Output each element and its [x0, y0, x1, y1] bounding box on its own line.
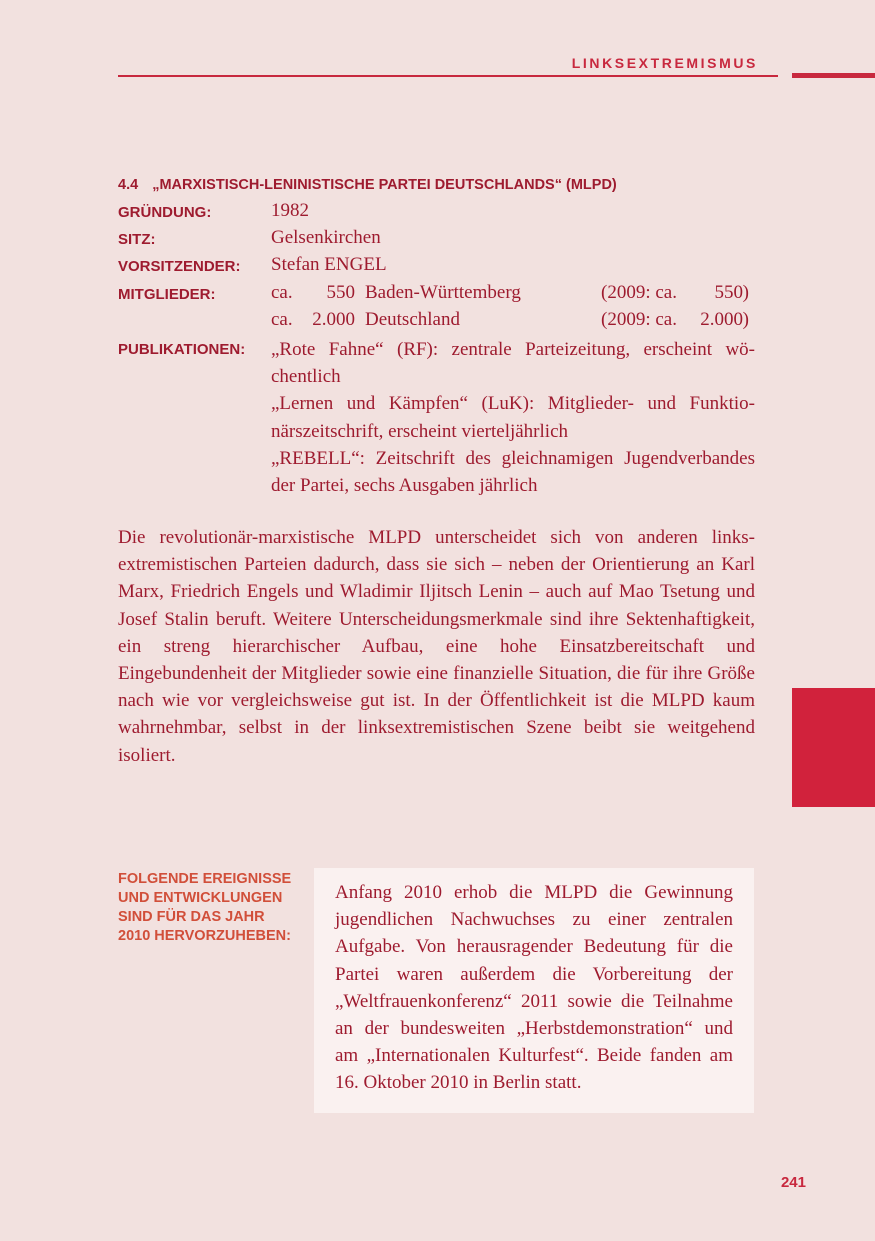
seat-label: SITZ: [118, 231, 156, 248]
members-prefix: ca. [271, 309, 293, 330]
page-number: 241 [780, 1174, 806, 1191]
section-heading [118, 177, 617, 193]
publications-label: PUBLIKATIONEN: [118, 341, 246, 358]
members-prev-label: (2009: ca. [601, 282, 677, 303]
members-prev-close: ) [742, 309, 749, 330]
seat-value: Gelsenkirchen [271, 227, 381, 248]
members-count: 2.000 [312, 309, 355, 330]
members-prev-label: (2009: ca. [601, 309, 677, 330]
chapter-tab-marker [792, 688, 875, 807]
members-count: 550 [326, 282, 355, 303]
members-prev-close: ) [742, 282, 749, 303]
publication-item: „Rote Fahne“ (RF): zentrale Parteizeitung, erscheint wöchentlich [271, 339, 755, 388]
margin-heading: FOLGENDE EREIGNISSE UND ENTWICKLUNGEN SIND FÜR DAS JAHR 2010 HERVORZUHEBEN: [118, 871, 292, 944]
members-row-de [271, 309, 755, 336]
chair-value: Stefan ENGEL [271, 254, 387, 275]
members-prev-count: 2.000 [700, 309, 743, 330]
publication-item: „Lernen und Kämpfen“ (LuK): Mitglieder- und Funktionärszeitschrift, erscheint vierteljährlich [271, 393, 755, 442]
members-label: MITGLIEDER: [118, 286, 216, 303]
members-prev-count: 550 [714, 282, 743, 303]
body-paragraph: Die revolutionär-marxistische MLPD unterscheidet sich von anderen linksextremistischen Parteien dadurch, dass sie sich – neben der Orientierung an Karl Marx, Friedrich Engels und Wladimir Iljitsch Lenin – auch auf Mao Tsetung und Josef Stalin beruft. Weitere Unterscheidungsmerkmale sind ihre Sektenhaftigkeit, ein streng hierarchischer Aufbau, eine hohe Einsatzbereitschaft und Eingebundenheit der Mitglieder sowie eine finanzielle Situation, die für ihre Größe nach wie vor vergleichsweise gut ist. In der Öffentlichkeit ist die MLPD kaum wahrnehmbar, selbst in der linksextremistischen Szene beibt sie weitgehend isoliert. [118, 527, 755, 766]
members-region: Deutschland [365, 309, 460, 330]
section-title: „MARXISTISCH-LENINISTISCHE PARTEI DEUTSCHLANDS“ (MLPD) [152, 177, 617, 193]
members-row-bw [271, 282, 755, 309]
publication-item: „REBELL“: Zeitschrift des gleichnamigen Jugendverbandes der Partei, sechs Ausgaben jährlich [271, 447, 755, 497]
highlight-box [314, 868, 754, 1113]
header-rule [118, 75, 778, 77]
highlight-box-text: Anfang 2010 erhob die MLPD die Gewinnung jugendlichen Nachwuchses zu einer zentralen Aufgabe. Von herausragender Bedeutung für die Partei waren außerdem die Vorbereitung der „Weltfrauenkonferenz“ 2011 sowie die Teilnahme an der bundesweiten „Herbstdemonstration“ und am „Internationalen Kulturfest“. Beide fanden am 16. Oktober 2010 in Berlin statt. [335, 882, 733, 1094]
members-prefix: ca. [271, 282, 293, 303]
chair-label: VORSITZENDER: [118, 258, 241, 275]
members-region: Baden-Württemberg [365, 282, 521, 303]
founding-label: GRÜNDUNG: [118, 204, 212, 221]
header-rule-accent [792, 73, 875, 78]
running-header: LINKSEXTREMISMUS [571, 55, 758, 71]
section-number: 4.4 [118, 177, 139, 193]
publications-list [271, 336, 755, 499]
founding-value: 1982 [271, 200, 309, 221]
